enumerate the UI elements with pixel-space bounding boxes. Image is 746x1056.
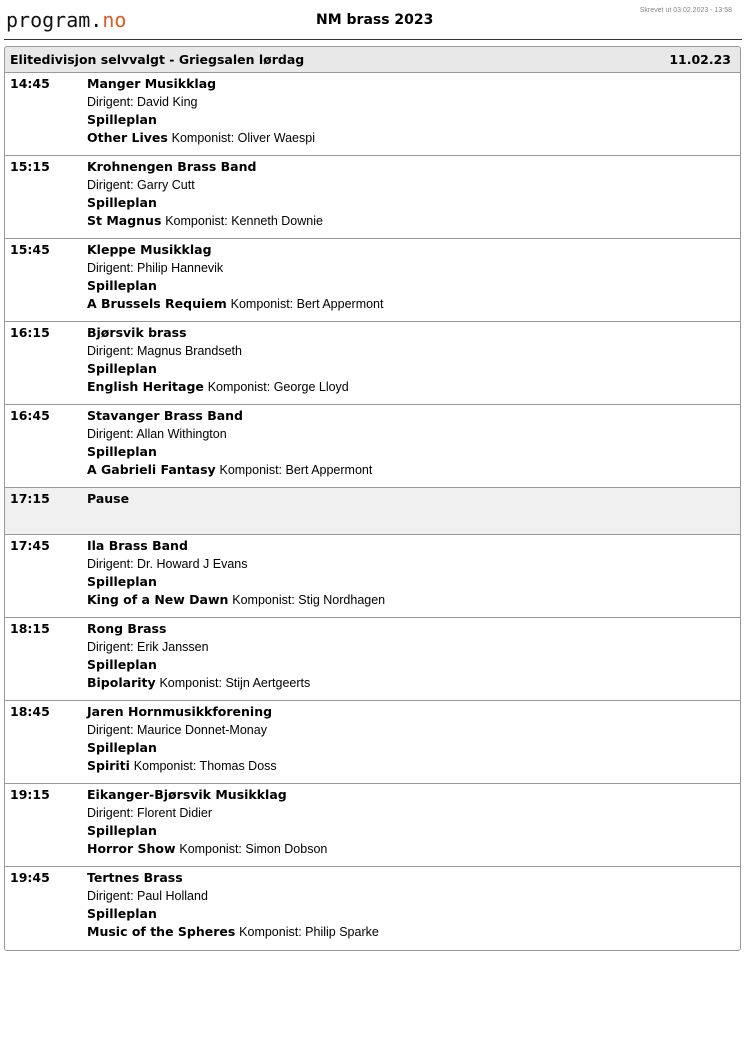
program-row (5, 618, 740, 701)
program-header (5, 47, 740, 73)
pause-label: Pause (87, 491, 130, 506)
header-divider (4, 39, 742, 40)
band-name: Ila Brass Band (87, 538, 188, 553)
piece-line (87, 295, 740, 313)
piece-line (87, 923, 740, 941)
composer: Komponist: Simon Dobson (179, 842, 328, 856)
conductor: Dirigent: David King (87, 95, 198, 109)
row-content (87, 620, 740, 697)
playlist-label: Spilleplan (87, 195, 157, 210)
band-name: Tertnes Brass (87, 870, 183, 885)
piece-title: A Brussels Requiem (87, 296, 227, 311)
band-name: Stavanger Brass Band (87, 408, 244, 423)
program-row (5, 322, 740, 405)
band-name: Bjørsvik brass (87, 325, 187, 340)
page-header (0, 0, 746, 38)
piece-title: Horror Show (87, 841, 176, 856)
logo-text: program. (6, 8, 103, 32)
composer: Komponist: Bert Appermont (219, 463, 373, 477)
program-table (4, 46, 741, 951)
program-title: Elitedivisjon selvvalgt - Griegsalen lørdag (10, 52, 305, 67)
conductor: Dirigent: Dr. Howard J Evans (87, 557, 248, 571)
row-time: 17:15 (10, 491, 50, 506)
row-time: 14:45 (10, 76, 50, 91)
playlist-label: Spilleplan (87, 361, 157, 376)
program-row (5, 405, 740, 488)
conductor: Dirigent: Florent Didier (87, 806, 213, 820)
row-content (87, 786, 740, 863)
row-content (87, 241, 740, 318)
row-time: 16:45 (10, 408, 50, 423)
piece-title: A Gabrieli Fantasy (87, 462, 216, 477)
row-time: 17:45 (10, 538, 50, 553)
row-content (87, 537, 740, 614)
piece-line (87, 461, 740, 479)
piece-line (87, 378, 740, 396)
playlist-label: Spilleplan (87, 444, 157, 459)
composer: Komponist: George Lloyd (207, 380, 349, 394)
program-row (5, 535, 740, 618)
program-row (5, 867, 740, 950)
playlist-label: Spilleplan (87, 740, 157, 755)
piece-title: King of a New Dawn (87, 592, 229, 607)
program-rows (5, 73, 740, 950)
piece-line (87, 212, 740, 230)
composer: Komponist: Kenneth Downie (165, 214, 323, 228)
piece-title: Bipolarity (87, 675, 156, 690)
playlist-label: Spilleplan (87, 574, 157, 589)
composer: Komponist: Stijn Aertgeerts (159, 676, 311, 690)
program-row (5, 784, 740, 867)
row-time: 19:15 (10, 787, 50, 802)
piece-line (87, 591, 740, 609)
band-name: Eikanger-Bjørsvik Musikklag (87, 787, 287, 802)
piece-title: St Magnus (87, 213, 162, 228)
piece-line (87, 840, 740, 858)
piece-line (87, 757, 740, 775)
conductor: Dirigent: Maurice Donnet-Monay (87, 723, 267, 737)
logo-suffix: no (102, 8, 127, 32)
printed-timestamp: Skrevet ut 03.02.2023 - 13:58 (639, 7, 732, 14)
row-content (87, 75, 740, 152)
pause-row (5, 488, 740, 535)
row-time: 15:15 (10, 159, 50, 174)
playlist-label: Spilleplan (87, 112, 157, 127)
row-content (87, 490, 740, 531)
playlist-label: Spilleplan (87, 823, 157, 838)
row-content (87, 703, 740, 780)
conductor: Dirigent: Erik Janssen (87, 640, 209, 654)
piece-title: Other Lives (87, 130, 168, 145)
piece-line (87, 674, 740, 692)
band-name: Jaren Hornmusikkforening (87, 704, 273, 719)
piece-title: Music of the Spheres (87, 924, 236, 939)
playlist-label: Spilleplan (87, 278, 157, 293)
row-time: 18:45 (10, 704, 50, 719)
composer: Komponist: Thomas Doss (133, 759, 277, 773)
composer: Komponist: Stig Nordhagen (232, 593, 386, 607)
row-time: 18:15 (10, 621, 50, 636)
playlist-label: Spilleplan (87, 657, 157, 672)
program-row (5, 701, 740, 784)
band-name: Kleppe Musikklag (87, 242, 212, 257)
composer: Komponist: Philip Sparke (239, 925, 379, 939)
piece-line (87, 129, 740, 147)
conductor: Dirigent: Allan Withington (87, 427, 227, 441)
site-logo[interactable] (6, 8, 126, 32)
piece-title: Spiriti (87, 758, 130, 773)
row-content (87, 158, 740, 235)
program-row (5, 73, 740, 156)
composer: Komponist: Bert Appermont (230, 297, 384, 311)
conductor: Dirigent: Paul Holland (87, 889, 208, 903)
band-name: Krohnengen Brass Band (87, 159, 257, 174)
band-name: Rong Brass (87, 621, 167, 636)
program-row (5, 156, 740, 239)
conductor: Dirigent: Magnus Brandseth (87, 344, 242, 358)
row-time: 15:45 (10, 242, 50, 257)
piece-title: English Heritage (87, 379, 204, 394)
playlist-label: Spilleplan (87, 906, 157, 921)
row-time: 19:45 (10, 870, 50, 885)
band-name: Manger Musikklag (87, 76, 217, 91)
composer: Komponist: Oliver Waespi (171, 131, 315, 145)
row-content (87, 324, 740, 401)
program-row (5, 239, 740, 322)
conductor: Dirigent: Philip Hannevik (87, 261, 224, 275)
row-time: 16:15 (10, 325, 50, 340)
document-title: NM brass 2023 (316, 12, 434, 28)
row-content (87, 869, 740, 947)
row-content (87, 407, 740, 484)
program-date: 11.02.23 (669, 52, 731, 67)
conductor: Dirigent: Garry Cutt (87, 178, 195, 192)
